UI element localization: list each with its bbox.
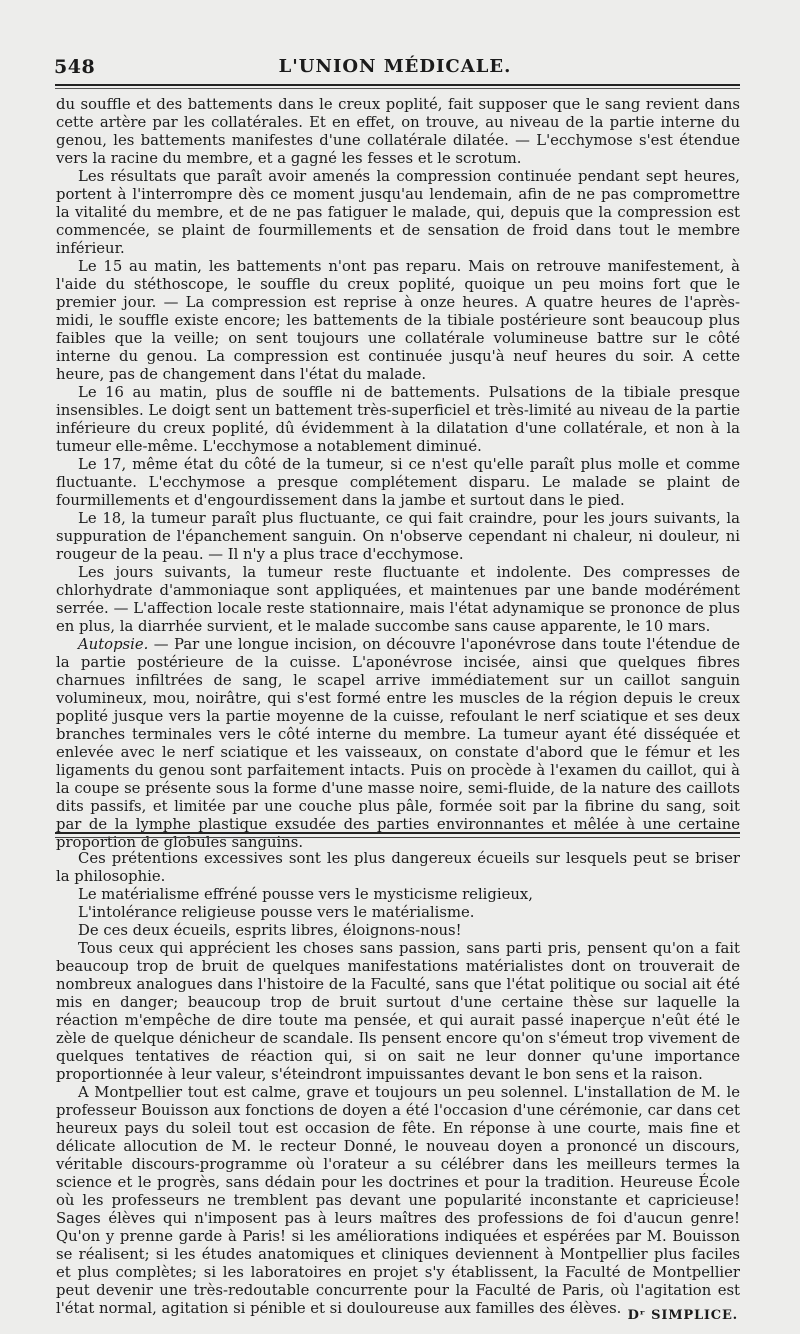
running-title: L'UNION MÉDICALE.: [278, 56, 512, 77]
paragraph: Le 17, même état du côté de la tumeur, si ce n'est qu'elle paraît plus molle et comme fluctuante. L'ecchymose a presque complétement disparu. Le malade se plaint de fourmillements et d'engourdissement dans la jambe et surtout dans le pied.: [56, 456, 740, 509]
author-signature: Dʳ SIMPLICE.: [627, 1308, 738, 1323]
feuilleton: [56, 850, 740, 1318]
clinical-observation: [56, 96, 740, 852]
paragraph: Le 15 au matin, les battements n'ont pas reparu. Mais on retrouve manifestement, à l'aide du stéthoscope, le souffle du creux poplité, quoique un peu moins fort que le premier jour. — La compression est reprise à onze heures. A quatre heures de l'après-midi, le souffle existe encore; les battements de la tibiale postérieure sont beaucoup plus faibles que la veille; on sent toujours une collatérale volumineuse battre sur le côté interne du genou. La compression est continuée jusqu'à neuf heures du soir. A cette heure, pas de changement dans l'état du malade.: [56, 258, 740, 383]
paragraph: Tous ceux qui apprécient les choses sans passion, sans parti pris, pensent qu'on a fait beaucoup trop de bruit de quelques manifestations matérialistes dont on trouverait de nombreux analogues dans l'histoire de la Faculté, sans que l'état politique ou social ait été mis en danger; beaucoup trop de bruit surtout d'une certaine thèse sur laquelle la réaction m'empêche de dire toute ma pensée, et qui aurait passé inaperçue n'eût été le zèle de quelque dénicheur de scandale. Ils pensent encore qu'on s'émeut trop vivement de quelques tentatives de réaction qui, si on sait ne leur donner qu'une importance proportionnée à leur valeur, s'éteindront impuissantes devant le bon sens et la raison.: [56, 940, 740, 1083]
feuilleton-separator: [55, 832, 740, 834]
header-rule-thin: [55, 88, 740, 89]
paragraph: L'intolérance religieuse pousse vers le matérialisme.: [78, 904, 475, 921]
paragraph: Les résultats que paraît avoir amenés la compression continuée pendant sept heures, portent à l'interrompre dès ce moment jusqu'au lendemain, afin de ne pas compromettre la vitalité du membre, et de ne pas fatiguer le malade, qui, depuis que la compression est commencée, se plaint de fourmillements et de sensation de froid dans tout le membre inférieur.: [56, 168, 740, 257]
paragraph: De ces deux écueils, esprits libres, éloignons-nous!: [78, 922, 462, 939]
paragraph: A Montpellier tout est calme, grave et toujours un peu solennel. L'installation de M. le professeur Bouisson aux fonctions de doyen a été l'occasion d'une cérémonie, car dans cet heureux pays du soleil tout est occasion de fête. En réponse à une courte, mais fine et délicate allocution de M. le recteur Donné, le nouveau doyen a prononcé un discours, véritable discours-programme où l'orateur a su célébrer dans les meilleurs termes la science et le progrès, sans dédain pour les doctrines et pour la tradition. Heureuse École où les professeurs ne tremblent pas devant une popularité inconstante et capricieuse! Sages élèves qui n'imposent pas à leurs maîtres des professions de foi d'aucun genre! Qu'on y prenne garde à Paris! si les améliorations indiquées et espérées par M. Bouisson se réalisent; si les études anatomiques et cliniques deviennent à Montpellier plus faciles et plus complètes; si les laboratoires en projet s'y établissent, la Faculté de Montpellier peut devenir une très-redoutable concurrente pour la Faculté de Paris, où l'agitation est l'état normal, agitation si pénible et si douloureuse aux familles des élèves.: [56, 1084, 740, 1317]
page-number: 548: [54, 56, 96, 78]
autopsy-paragraph: [56, 636, 740, 852]
paragraph: Ces prétentions excessives sont les plus dangereux écueils sur lesquels peut se briser la philosophie.: [56, 850, 740, 885]
paragraph: Les jours suivants, la tumeur reste fluctuante et indolente. Des compresses de chlorhydrate d'ammoniaque sont appliquées, et maintenues par une bande modérément serrée. — L'affection locale reste stationnaire, mais l'état adynamique se prononce de plus en plus, la diarrhée survient, et le malade succombe sans cause apparente, le 10 mars.: [56, 564, 740, 635]
header-rule: [55, 84, 740, 86]
autopsy-label: Autopsie.: [78, 636, 149, 653]
page-header: [50, 56, 740, 80]
feuilleton-separator-thin: [55, 837, 740, 838]
paragraph: Le 16 au matin, plus de souffle ni de battements. Pulsations de la tibiale presque insensibles. Le doigt sent un battement très-superficiel et très-limité au niveau de la partie inférieure du creux poplité, dû évidemment à la dilatation d'une collatérale, et non à la tumeur elle-même. L'ecchymose a notablement diminué.: [56, 384, 740, 455]
paragraph: Le matérialisme effréné pousse vers le mysticisme religieux,: [78, 886, 533, 903]
paragraph: du souffle et des battements dans le creux poplité, fait supposer que le sang revient dans cette artère par les collatérales. Et en effet, on trouve, au niveau de la partie interne du genou, les battements manifestes d'une collatérale dilatée. — L'ecchymose s'est étendue vers la racine du membre, et a gagné les fesses et le scrotum.: [56, 96, 740, 167]
autopsy-text: — Par une longue incision, on découvre l'aponévrose dans toute l'étendue de la partie postérieure de la cuisse. L'aponévrose incisée, ainsi que quelques fibres charnues infiltrées de sang, le scapel arrive immédiatement sur un caillot sanguin volumineux, mou, noirâtre, qui s'est formé entre les muscles de la région depuis le creux poplité jusque vers la partie moyenne de la cuisse, refoulant le nerf sciatique et ses deux branches terminales vers le côté interne du membre. La tumeur ayant été disséquée et enlevée avec le nerf sciatique et les vaisseaux, on constate d'abord que le fémur et les ligaments du genou sont parfaitement intacts. Puis on procède à l'examen du caillot, qui à la coupe se présente sous la forme d'une masse noire, semi-fluide, de la nature des caillots dits passifs, et limitée par une couche plus pâle, formée soit par la fibrine du sang, soit par de la lymphe plastique exsudée des parties environnantes et mêlée à une certaine proportion de globules sanguins.: [56, 636, 740, 851]
paragraph: Le 18, la tumeur paraît plus fluctuante, ce qui fait craindre, pour les jours suivants, la suppuration de l'épanchement sanguin. On n'observe cependant ni chaleur, ni douleur, ni rougeur de la peau. — Il n'y a plus trace d'ecchymose.: [56, 510, 740, 563]
